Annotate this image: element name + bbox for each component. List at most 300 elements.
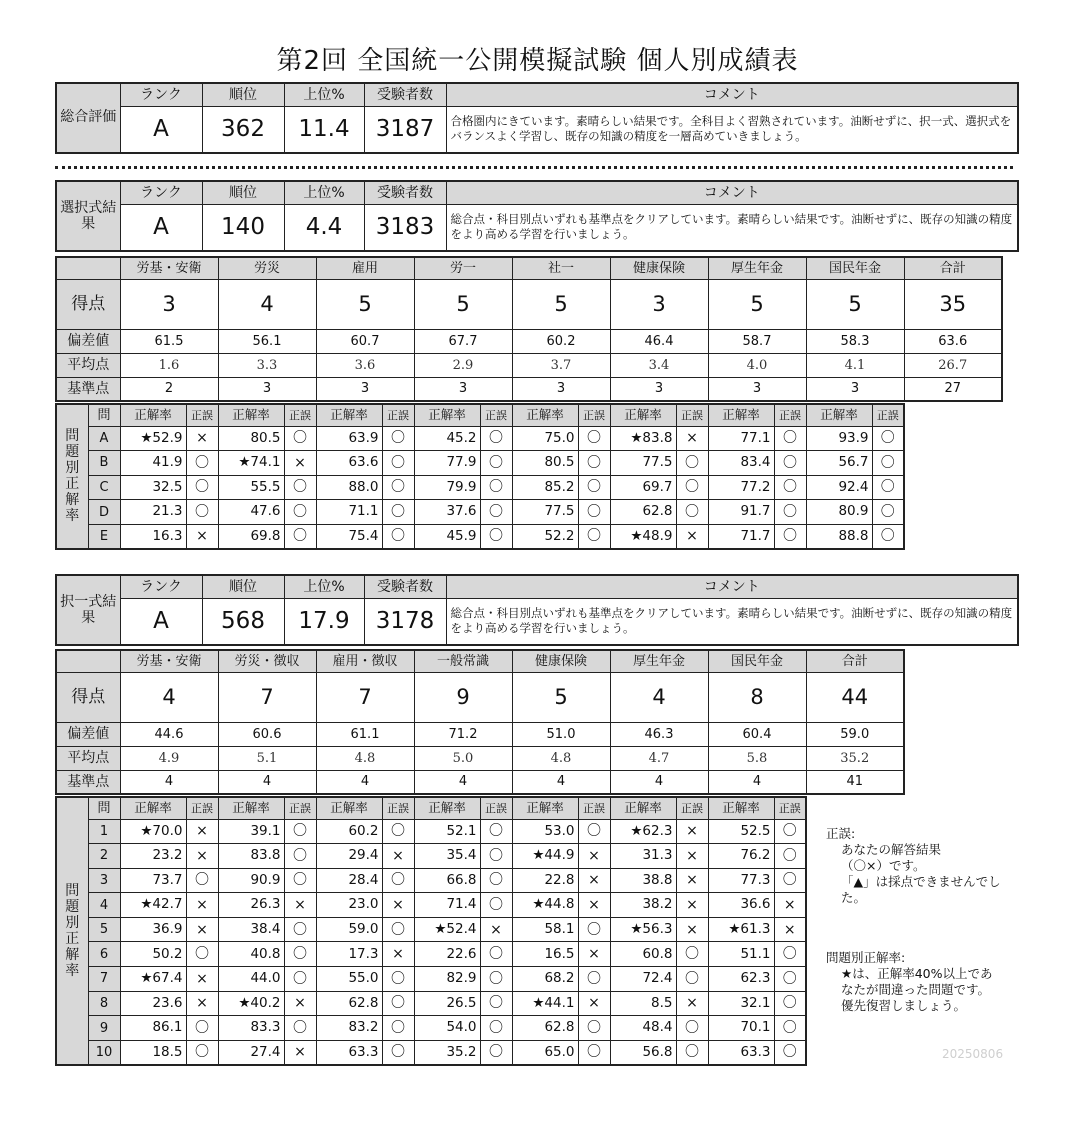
score-cell: 44 (806, 672, 904, 722)
result-mark: × (676, 524, 708, 549)
question-number: E (88, 524, 120, 549)
rate-cell: 26.5 (414, 991, 480, 1016)
rate-header: 正解率 (414, 404, 480, 426)
multiple-summary-table (55, 574, 1019, 646)
rate-cell: 69.8 (218, 524, 284, 549)
rate-cell: 18.5 (120, 1040, 186, 1065)
corner-cell (56, 257, 120, 279)
score-cell: 35 (904, 279, 1002, 329)
overall-examinees: 3187 (364, 107, 446, 153)
rate-cell: 45.2 (414, 426, 480, 451)
result-mark: × (774, 893, 806, 918)
result-mark: 〇 (382, 1016, 414, 1041)
result-mark: 〇 (480, 868, 512, 893)
selective-summary-table (55, 180, 1019, 252)
result-mark: 〇 (284, 844, 316, 869)
result-mark: 〇 (872, 500, 904, 525)
selective-scores-table (55, 256, 1003, 402)
result-mark: 〇 (382, 917, 414, 942)
result-mark: 〇 (774, 475, 806, 500)
result-mark: × (676, 893, 708, 918)
rate-cell: 60.2 (316, 819, 382, 844)
result-mark: 〇 (480, 819, 512, 844)
standard-cell: 3 (708, 377, 806, 401)
subject-header: 合計 (806, 650, 904, 672)
deviation-cell: 61.5 (120, 329, 218, 353)
rate-cell: 63.3 (316, 1040, 382, 1065)
result-mark: × (284, 1040, 316, 1065)
result-mark: 〇 (480, 524, 512, 549)
standard-cell: 3 (414, 377, 512, 401)
rate-cell: 71.4 (414, 893, 480, 918)
result-mark: × (284, 991, 316, 1016)
score-cell: 5 (512, 672, 610, 722)
rate-cell: 88.0 (316, 475, 382, 500)
question-number: 10 (88, 1040, 120, 1065)
result-mark: 〇 (872, 475, 904, 500)
rate-cell: 35.4 (414, 844, 480, 869)
rate-header: 正解率 (610, 404, 676, 426)
rate-cell: 73.7 (120, 868, 186, 893)
rate-cell: 37.6 (414, 500, 480, 525)
rate-header: 正解率 (316, 797, 382, 819)
deviation-cell: 60.2 (512, 329, 610, 353)
rate-cell: 63.3 (708, 1040, 774, 1065)
result-mark: 〇 (578, 1016, 610, 1041)
deviation-cell: 67.7 (414, 329, 512, 353)
rate-cell: 23.0 (316, 893, 382, 918)
page-title: 第2回 全国統一公開模擬試験 個人別成績表 (276, 46, 799, 76)
correct-header: 正誤 (872, 404, 904, 426)
result-mark: 〇 (578, 475, 610, 500)
average-cell: 4.0 (708, 353, 806, 377)
rate-header: 正解率 (120, 797, 186, 819)
result-mark: × (186, 967, 218, 992)
question-number: D (88, 500, 120, 525)
deviation-cell: 58.3 (806, 329, 904, 353)
result-mark: 〇 (774, 967, 806, 992)
deviation-cell: 60.4 (708, 722, 806, 746)
result-mark: × (382, 844, 414, 869)
result-mark: × (284, 893, 316, 918)
result-mark: × (186, 426, 218, 451)
rate-cell: 77.5 (512, 500, 578, 525)
rate-cell: 80.9 (806, 500, 872, 525)
correct-header: 正誤 (578, 797, 610, 819)
result-mark: 〇 (186, 475, 218, 500)
standard-cell: 41 (806, 770, 904, 794)
result-mark: 〇 (774, 524, 806, 549)
result-mark: 〇 (578, 917, 610, 942)
correct-header: 正誤 (774, 797, 806, 819)
overall-comment: 合格圏内にきています。素晴らしい結果です。全科目よく習熟されています。油断せずに、択一式、選択式をバランスよく学習し、既存の知識の精度を一層高めていきましょう。 (446, 107, 1018, 153)
result-mark: 〇 (186, 1040, 218, 1065)
rate-cell: 68.2 (512, 967, 578, 992)
average-cell: 35.2 (806, 746, 904, 770)
rate-cell: ★42.7 (120, 893, 186, 918)
deviation-cell: 46.3 (610, 722, 708, 746)
rate-cell: 48.4 (610, 1016, 676, 1041)
result-mark: × (578, 942, 610, 967)
score-row-label: 得点 (56, 279, 120, 329)
rate-cell: 71.7 (708, 524, 774, 549)
rate-cell: ★44.8 (512, 893, 578, 918)
result-mark: × (774, 917, 806, 942)
result-mark: 〇 (382, 451, 414, 476)
subject-header: 厚生年金 (610, 650, 708, 672)
rate-cell: 77.3 (708, 868, 774, 893)
top-pct-header: 上位% (284, 181, 364, 205)
result-mark: 〇 (480, 844, 512, 869)
correct-header: 正誤 (480, 404, 512, 426)
rate-cell: 39.1 (218, 819, 284, 844)
score-cell: 8 (708, 672, 806, 722)
rate-cell: 40.8 (218, 942, 284, 967)
subject-header: 労基・安衛 (120, 650, 218, 672)
question-header: 問 (88, 404, 120, 426)
multiple-position: 568 (202, 599, 284, 645)
result-mark: 〇 (382, 819, 414, 844)
rate-cell: 88.8 (806, 524, 872, 549)
multiple-scores-table (55, 649, 905, 795)
score-cell: 5 (708, 279, 806, 329)
result-mark: 〇 (774, 1040, 806, 1065)
rate-cell: ★44.1 (512, 991, 578, 1016)
rate-cell: 26.3 (218, 893, 284, 918)
result-mark: × (480, 917, 512, 942)
correct-note-line: （〇×）です。 (841, 858, 926, 873)
average-cell: 3.6 (316, 353, 414, 377)
result-mark: 〇 (774, 500, 806, 525)
overall-position: 362 (202, 107, 284, 153)
rate-cell: 31.3 (610, 844, 676, 869)
score-cell: 9 (414, 672, 512, 722)
subject-header: 雇用 (316, 257, 414, 279)
result-mark: 〇 (186, 1016, 218, 1041)
rate-cell: 22.8 (512, 868, 578, 893)
result-mark: 〇 (676, 967, 708, 992)
result-mark: 〇 (382, 967, 414, 992)
result-mark: 〇 (578, 524, 610, 549)
rate-note-line: ★は、正解率40%以上であ (841, 966, 993, 981)
subject-header: 厚生年金 (708, 257, 806, 279)
standard-cell: 4 (316, 770, 414, 794)
standard-cell: 27 (904, 377, 1002, 401)
rate-cell: ★52.4 (414, 917, 480, 942)
rate-cell: 36.6 (708, 893, 774, 918)
average-cell: 3.3 (218, 353, 316, 377)
average-cell: 5.0 (414, 746, 512, 770)
result-mark: × (676, 844, 708, 869)
rate-cell: 23.6 (120, 991, 186, 1016)
multiple-top-pct: 17.9 (284, 599, 364, 645)
rate-cell: 91.7 (708, 500, 774, 525)
score-cell: 7 (316, 672, 414, 722)
multiple-examinees: 3178 (364, 599, 446, 645)
rate-cell: 62.8 (316, 991, 382, 1016)
rate-cell: 28.4 (316, 868, 382, 893)
rate-cell: 83.4 (708, 451, 774, 476)
correct-note-title: 正誤: (826, 826, 856, 841)
rate-cell: 52.2 (512, 524, 578, 549)
subject-header: 労基・安衛 (120, 257, 218, 279)
question-number: 7 (88, 967, 120, 992)
rate-cell: 50.2 (120, 942, 186, 967)
result-mark: 〇 (872, 451, 904, 476)
problem-rate-label: 問題別正解率 (56, 404, 88, 549)
result-mark: 〇 (774, 991, 806, 1016)
subject-header: 合計 (904, 257, 1002, 279)
result-mark: 〇 (872, 524, 904, 549)
score-cell: 5 (414, 279, 512, 329)
subject-header: 一般常識 (414, 650, 512, 672)
correct-header: 正誤 (284, 797, 316, 819)
result-mark: × (186, 844, 218, 869)
rate-cell: 38.2 (610, 893, 676, 918)
result-mark: 〇 (480, 893, 512, 918)
standard-cell: 3 (316, 377, 414, 401)
result-mark: 〇 (774, 868, 806, 893)
rate-cell: 35.2 (414, 1040, 480, 1065)
standard-cell: 3 (806, 377, 904, 401)
rate-cell: 62.8 (512, 1016, 578, 1041)
multiple-comment: 総合点・科目別点いずれも基準点をクリアしています。素晴らしい結果です。油断せずに、既存の知識の精度をより高める学習を行いましょう。 (446, 599, 1018, 645)
subject-header: 雇用・徴収 (316, 650, 414, 672)
rate-cell: ★56.3 (610, 917, 676, 942)
rate-header: 正解率 (708, 797, 774, 819)
result-mark: × (186, 819, 218, 844)
selective-comment: 総合点・科目別点いずれも基準点をクリアしています。素晴らしい結果です。油断せずに、既存の知識の精度をより高める学習を行いましょう。 (446, 205, 1018, 251)
correct-header: 正誤 (382, 404, 414, 426)
result-mark: 〇 (382, 991, 414, 1016)
question-number: 2 (88, 844, 120, 869)
question-number: B (88, 451, 120, 476)
result-mark: 〇 (382, 868, 414, 893)
rate-cell: 93.9 (806, 426, 872, 451)
result-mark: × (676, 819, 708, 844)
standard-cell: 4 (120, 770, 218, 794)
rate-cell: 90.9 (218, 868, 284, 893)
rate-cell: 41.9 (120, 451, 186, 476)
question-number: 8 (88, 991, 120, 1016)
rate-cell: 52.5 (708, 819, 774, 844)
rate-cell: 55.5 (218, 475, 284, 500)
result-mark: 〇 (872, 426, 904, 451)
rate-cell: 63.6 (316, 451, 382, 476)
result-mark: 〇 (284, 1016, 316, 1041)
result-mark: 〇 (382, 475, 414, 500)
result-mark: 〇 (186, 451, 218, 476)
standard-cell: 4 (708, 770, 806, 794)
average-cell: 4.7 (610, 746, 708, 770)
standard-cell: 4 (218, 770, 316, 794)
rate-cell: 85.2 (512, 475, 578, 500)
standard-row-label: 基準点 (56, 770, 120, 794)
subject-header: 労一 (414, 257, 512, 279)
rate-cell: 38.4 (218, 917, 284, 942)
rate-cell: 8.5 (610, 991, 676, 1016)
result-mark: 〇 (284, 942, 316, 967)
rate-header: 正解率 (708, 404, 774, 426)
result-mark: 〇 (774, 1016, 806, 1041)
standard-cell: 4 (610, 770, 708, 794)
result-mark: 〇 (284, 475, 316, 500)
result-mark: × (676, 426, 708, 451)
subject-header: 国民年金 (806, 257, 904, 279)
standard-cell: 2 (120, 377, 218, 401)
result-mark: 〇 (480, 967, 512, 992)
result-mark: × (382, 893, 414, 918)
rate-cell: 54.0 (414, 1016, 480, 1041)
rate-cell: 53.0 (512, 819, 578, 844)
result-mark: × (676, 917, 708, 942)
correct-note-line: た。 (841, 890, 867, 905)
correct-header: 正誤 (186, 404, 218, 426)
rate-cell: 70.1 (708, 1016, 774, 1041)
rate-cell: 55.0 (316, 967, 382, 992)
question-number: 6 (88, 942, 120, 967)
result-mark: 〇 (480, 1040, 512, 1065)
result-mark: 〇 (480, 500, 512, 525)
examinees-header: 受験者数 (364, 181, 446, 205)
correct-note-line: 「▲」は採点できませんでし (841, 874, 1001, 889)
rate-note-line: なたが間違った問題です。 (841, 982, 991, 997)
question-number: 3 (88, 868, 120, 893)
comment-header: コメント (446, 83, 1018, 107)
result-mark: 〇 (284, 917, 316, 942)
correct-header: 正誤 (284, 404, 316, 426)
correct-header: 正誤 (676, 404, 708, 426)
top-pct-header: 上位% (284, 83, 364, 107)
rate-cell: ★67.4 (120, 967, 186, 992)
average-cell: 26.7 (904, 353, 1002, 377)
score-cell: 4 (610, 672, 708, 722)
result-mark: × (284, 451, 316, 476)
rate-cell: ★52.9 (120, 426, 186, 451)
average-row-label: 平均点 (56, 353, 120, 377)
rate-cell: 59.0 (316, 917, 382, 942)
subject-header: 健康保険 (610, 257, 708, 279)
rate-cell: 66.8 (414, 868, 480, 893)
rate-cell: 77.5 (610, 451, 676, 476)
subject-header: 社一 (512, 257, 610, 279)
rank-header: ランク (120, 181, 202, 205)
result-mark: × (578, 868, 610, 893)
subject-header: 労災 (218, 257, 316, 279)
question-number: 5 (88, 917, 120, 942)
rate-cell: ★40.2 (218, 991, 284, 1016)
average-cell: 4.9 (120, 746, 218, 770)
correct-header: 正誤 (480, 797, 512, 819)
rate-cell: 71.1 (316, 500, 382, 525)
rate-cell: 83.2 (316, 1016, 382, 1041)
rate-header: 正解率 (218, 797, 284, 819)
deviation-cell: 60.7 (316, 329, 414, 353)
overall-label: 総合評価 (56, 83, 120, 153)
deviation-cell: 63.6 (904, 329, 1002, 353)
rate-cell: 45.9 (414, 524, 480, 549)
rate-cell: ★62.3 (610, 819, 676, 844)
comment-header: コメント (446, 575, 1018, 599)
result-mark: 〇 (676, 475, 708, 500)
result-mark: × (186, 917, 218, 942)
subject-header: 国民年金 (708, 650, 806, 672)
multiple-question-table (55, 796, 807, 1066)
rate-cell: 80.5 (512, 451, 578, 476)
average-cell: 4.8 (512, 746, 610, 770)
rate-cell: 29.4 (316, 844, 382, 869)
result-mark: × (578, 844, 610, 869)
score-cell: 4 (120, 672, 218, 722)
rank-header: ランク (120, 83, 202, 107)
result-mark: × (186, 524, 218, 549)
deviation-cell: 60.6 (218, 722, 316, 746)
rate-cell: 44.0 (218, 967, 284, 992)
selective-question-table (55, 403, 905, 550)
position-header: 順位 (202, 181, 284, 205)
rate-header: 正解率 (610, 797, 676, 819)
rate-cell: 56.7 (806, 451, 872, 476)
result-mark: 〇 (774, 819, 806, 844)
rate-note-line: 優先復習しましょう。 (841, 998, 967, 1013)
standard-row-label: 基準点 (56, 377, 120, 401)
rate-cell: ★48.9 (610, 524, 676, 549)
standard-cell: 4 (512, 770, 610, 794)
deviation-cell: 59.0 (806, 722, 904, 746)
rate-cell: 27.4 (218, 1040, 284, 1065)
selective-examinees: 3183 (364, 205, 446, 251)
rate-cell: 83.8 (218, 844, 284, 869)
rate-cell: 36.9 (120, 917, 186, 942)
rate-cell: ★74.1 (218, 451, 284, 476)
rate-cell: 77.9 (414, 451, 480, 476)
rate-header: 正解率 (512, 797, 578, 819)
rate-cell: 77.1 (708, 426, 774, 451)
result-mark: × (578, 991, 610, 1016)
rate-cell: 47.6 (218, 500, 284, 525)
rate-cell: ★44.9 (512, 844, 578, 869)
deviation-cell: 58.7 (708, 329, 806, 353)
result-mark: 〇 (774, 451, 806, 476)
score-row-label: 得点 (56, 672, 120, 722)
subject-header: 労災・徴収 (218, 650, 316, 672)
problem-rate-label: 問題別正解率 (56, 797, 88, 1065)
result-mark: 〇 (578, 1040, 610, 1065)
rate-note-title: 問題別正解率: (826, 950, 906, 965)
rate-cell: 79.9 (414, 475, 480, 500)
rate-cell: 52.1 (414, 819, 480, 844)
deviation-row-label: 偏差値 (56, 329, 120, 353)
standard-cell: 3 (610, 377, 708, 401)
deviation-cell: 56.1 (218, 329, 316, 353)
score-cell: 4 (218, 279, 316, 329)
score-cell: 5 (806, 279, 904, 329)
question-number: 4 (88, 893, 120, 918)
selective-rank: A (120, 205, 202, 251)
position-header: 順位 (202, 575, 284, 599)
average-cell: 2.9 (414, 353, 512, 377)
result-mark: 〇 (480, 451, 512, 476)
rate-cell: 69.7 (610, 475, 676, 500)
average-cell: 5.1 (218, 746, 316, 770)
rate-note (826, 950, 993, 1014)
average-cell: 4.1 (806, 353, 904, 377)
result-mark: × (676, 868, 708, 893)
result-mark: 〇 (676, 451, 708, 476)
question-number: C (88, 475, 120, 500)
selective-position: 140 (202, 205, 284, 251)
corner-cell (56, 650, 120, 672)
